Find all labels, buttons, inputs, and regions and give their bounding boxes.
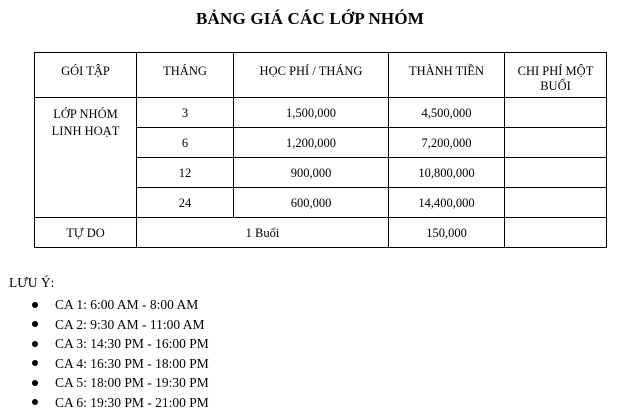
fee-per-month-cell: 1,500,000 bbox=[234, 98, 389, 128]
shift-text: CA 4: 16:30 PM - 18:00 PM bbox=[55, 355, 209, 371]
page-title: BẢNG GIÁ CÁC LỚP NHÓM bbox=[195, 9, 425, 28]
list-item bbox=[32, 334, 209, 354]
list-item bbox=[32, 354, 209, 374]
per-session-cell bbox=[505, 158, 607, 188]
per-session-cell bbox=[505, 188, 607, 218]
fee-per-month-cell: 600,000 bbox=[234, 188, 389, 218]
fee-per-month-cell: 1,200,000 bbox=[234, 128, 389, 158]
shift-text: CA 1: 6:00 AM - 8:00 AM bbox=[55, 297, 199, 312]
bullet-icon bbox=[32, 360, 38, 366]
bullet-icon bbox=[32, 302, 38, 308]
total-cell: 7,200,000 bbox=[389, 128, 505, 158]
total-cell: 14,400,000 bbox=[389, 188, 505, 218]
months-cell: 24 bbox=[137, 188, 234, 218]
group-class-label: LỚP NHÓM LINH HOẠT bbox=[51, 107, 120, 138]
list-item bbox=[32, 315, 209, 335]
table-row-free bbox=[35, 218, 607, 248]
table-row bbox=[35, 98, 607, 128]
bullet-icon bbox=[32, 321, 38, 327]
free-label-cell: TỰ DO bbox=[35, 218, 137, 248]
free-per-session-cell bbox=[505, 218, 607, 248]
bullet-icon bbox=[32, 341, 38, 347]
shift-list bbox=[32, 295, 209, 412]
header-months: THÁNG bbox=[137, 53, 234, 98]
per-session-cell bbox=[505, 98, 607, 128]
table-header-row bbox=[35, 53, 607, 98]
fee-per-month-cell: 900,000 bbox=[234, 158, 389, 188]
header-cost-per-session: CHI PHÍ MỘT BUỔI bbox=[505, 53, 607, 98]
header-package: GÓI TẬP bbox=[35, 53, 137, 98]
shift-text: CA 2: 9:30 AM - 11:00 AM bbox=[55, 316, 205, 332]
price-table bbox=[34, 52, 607, 248]
shift-text: CA 3: 14:30 PM - 16:00 PM bbox=[55, 336, 209, 351]
group-class-cell bbox=[35, 98, 137, 218]
total-cell: 4,500,000 bbox=[389, 98, 505, 128]
header-total: THÀNH TIỀN bbox=[389, 53, 505, 98]
months-cell: 12 bbox=[137, 158, 234, 188]
shift-text: CA 6: 19:30 PM - 21:00 PM bbox=[55, 394, 209, 410]
total-cell: 10,800,000 bbox=[389, 158, 505, 188]
list-item bbox=[32, 393, 209, 413]
bullet-icon bbox=[32, 399, 38, 405]
bullet-icon bbox=[32, 380, 38, 386]
note-label: LƯU Ý: bbox=[9, 275, 55, 290]
free-total-cell: 150,000 bbox=[389, 218, 505, 248]
list-item bbox=[32, 373, 209, 393]
shift-text: CA 5: 18:00 PM - 19:30 PM bbox=[55, 375, 209, 390]
header-fee-per-month: HỌC PHÍ / THÁNG bbox=[234, 53, 389, 98]
months-cell: 3 bbox=[137, 98, 234, 128]
per-session-cell bbox=[505, 128, 607, 158]
months-cell: 6 bbox=[137, 128, 234, 158]
list-item bbox=[32, 295, 209, 315]
free-sessions-cell: 1 Buổi bbox=[137, 218, 389, 248]
